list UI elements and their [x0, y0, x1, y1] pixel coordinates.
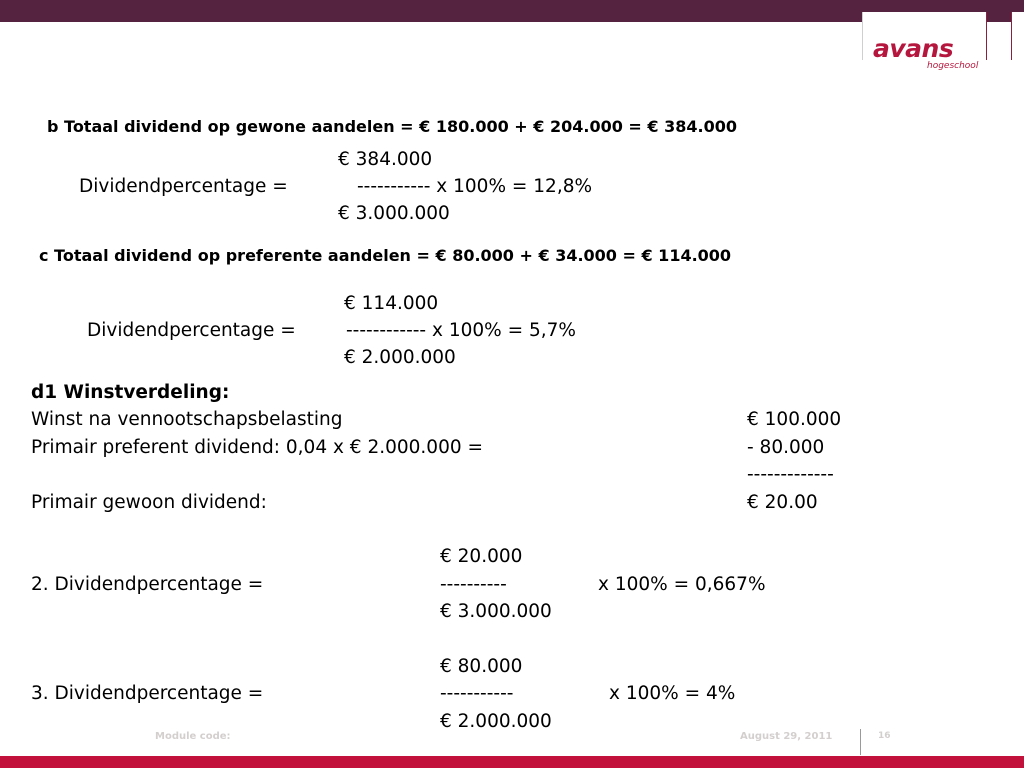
section-b-numerator: € 384.000	[338, 149, 433, 170]
section-b-heading: b Totaal dividend op gewone aandelen = € 180.000 + € 204.000 = € 384.000	[47, 117, 737, 136]
calc2-result: x 100% = 0,667%	[598, 574, 766, 595]
d1-row-label: Primair preferent dividend: 0,04 x € 2.000.000 =	[31, 437, 483, 458]
calc3-denominator: € 2.000.000	[440, 711, 552, 732]
d1-row-label: Winst na vennootschapsbelasting	[31, 409, 343, 430]
calc2-denominator: € 3.000.000	[440, 601, 552, 622]
calc2-numerator: € 20.000	[440, 546, 523, 567]
d1-row-label: Primair gewoon dividend:	[31, 492, 267, 513]
footer-divider	[860, 729, 861, 755]
section-d1-heading: d1 Winstverdeling:	[31, 382, 230, 403]
d1-row-value: € 20.00	[747, 492, 818, 513]
section-c-heading: c Totaal dividend op preferente aandelen = € 80.000 + € 34.000 = € 114.000	[39, 246, 732, 265]
logo-wordmark: avans	[873, 34, 954, 63]
logo	[862, 12, 987, 71]
calc2-label: 2. Dividendpercentage =	[31, 574, 264, 595]
section-c-denominator: € 2.000.000	[344, 347, 456, 368]
calc3-numerator: € 80.000	[440, 656, 523, 677]
d1-row-value: - 80.000	[747, 437, 825, 458]
bottom-bar	[0, 756, 1024, 768]
calc3-dashes: -----------	[440, 683, 514, 704]
calc2-dashes: ----------	[440, 574, 507, 595]
footer-page-number: 16	[878, 731, 891, 741]
d1-row-value: € 100.000	[747, 409, 842, 430]
section-b-denominator: € 3.000.000	[338, 203, 450, 224]
footer-date: August 29, 2011	[740, 731, 833, 742]
d1-subtotal-line: -------------	[747, 464, 834, 485]
calc3-label: 3. Dividendpercentage =	[31, 683, 264, 704]
footer-module-code: Module code:	[155, 731, 231, 742]
section-c-fraction: ------------ x 100% = 5,7%	[346, 320, 576, 341]
logo-subtitle: hogeschool	[927, 61, 979, 71]
calc3-result: x 100% = 4%	[609, 683, 736, 704]
section-b-label: Dividendpercentage =	[79, 176, 288, 197]
logo-tab	[1011, 12, 1024, 60]
section-b-fraction: ----------- x 100% = 12,8%	[357, 176, 593, 197]
section-c-numerator: € 114.000	[344, 293, 439, 314]
section-c-label: Dividendpercentage =	[87, 320, 296, 341]
